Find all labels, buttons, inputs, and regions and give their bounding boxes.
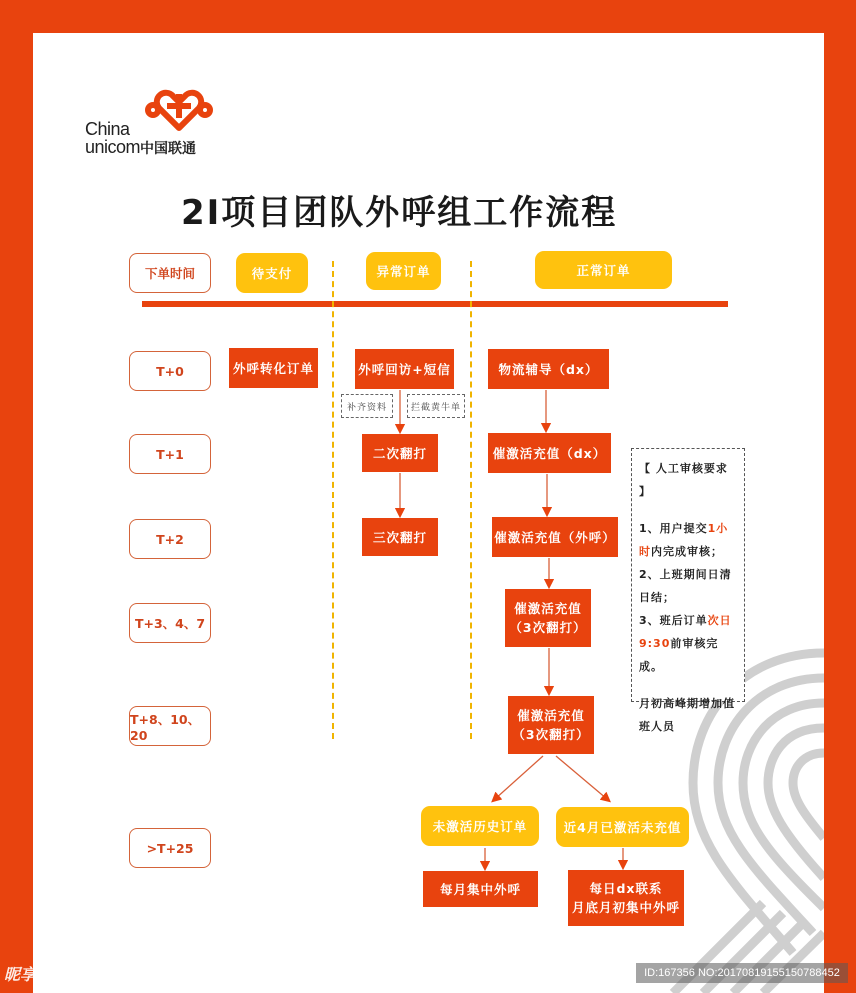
note-item-2: 2、上班期间日清日结； [639,568,732,604]
note-footer: 月初高峰期增加值班人员 [639,697,735,733]
watermark-site: 昵享网 www.nipic.cn [4,965,178,984]
note-item-3: 3、班后订单次日 9:30前审核完成。 [639,614,732,673]
watermark-id: ID:167356 NO:20170819155150788452 [636,963,848,983]
logo-cn: 中国联通 [140,141,197,157]
pending-step-outbound-convert: 外呼转化订单 [229,348,318,388]
note-item-1: 1、用户提交1小时内完成审核； [639,522,729,558]
step-line2: （3次翻打） [512,727,590,742]
step-line1: 催激活充值 [517,708,585,723]
poster-canvas [33,33,824,993]
step-line1: 催激活充值 [514,601,582,616]
branch-activated-not-recharged: 近4月已激活未充值 [556,807,689,847]
exception-tag-block-scalper: 拦截黄牛单 [407,394,465,418]
step-line2: （3次翻打） [509,620,587,635]
column-header-normal: 正常订单 [535,251,672,289]
note-highlight-930: 9:30 [639,637,671,650]
logo-en-line1: China [85,119,130,139]
time-row-t8-10-20: T+8、10、20 [129,706,211,746]
normal-step-activate-dx: 催激活充值（dx） [488,433,611,473]
header-time-label: 下单时间 [129,253,211,293]
time-row-t3-4-7: T+3、4、7 [129,603,211,643]
note-highlight-1h: 1小时 [639,522,729,558]
normal-step-activate-call: 催激活充值（外呼） [492,517,618,557]
time-row-t2: T+2 [129,519,211,559]
exception-tag-complete-info: 补齐资料 [341,394,393,418]
time-row-t25: >T+25 [129,828,211,868]
page-title: 2I项目团队外呼组工作流程 [181,193,618,233]
branch-action-monthly-call: 每月集中外呼 [423,871,538,907]
column-header-pending: 待支付 [236,253,308,293]
exception-step-callback-sms: 外呼回访+短信 [355,349,454,389]
exception-step-second-call: 二次翻打 [362,434,438,472]
logo-en-line2: unicom [85,137,141,157]
note-heading: 【 人工审核要求 】 [639,462,728,498]
column-header-exception: 异常订单 [366,252,441,290]
review-requirements-note [631,448,745,733]
normal-step-logistics: 物流辅导（dx） [488,349,609,389]
time-row-t0: T+0 [129,351,211,391]
action-line2: 月底月初集中外呼 [571,900,680,915]
branch-unactivated-history: 未激活历史订单 [421,806,539,846]
time-row-t1: T+1 [129,434,211,474]
action-line1: 每日dx联系 [589,881,663,896]
exception-step-third-call: 三次翻打 [362,518,438,556]
